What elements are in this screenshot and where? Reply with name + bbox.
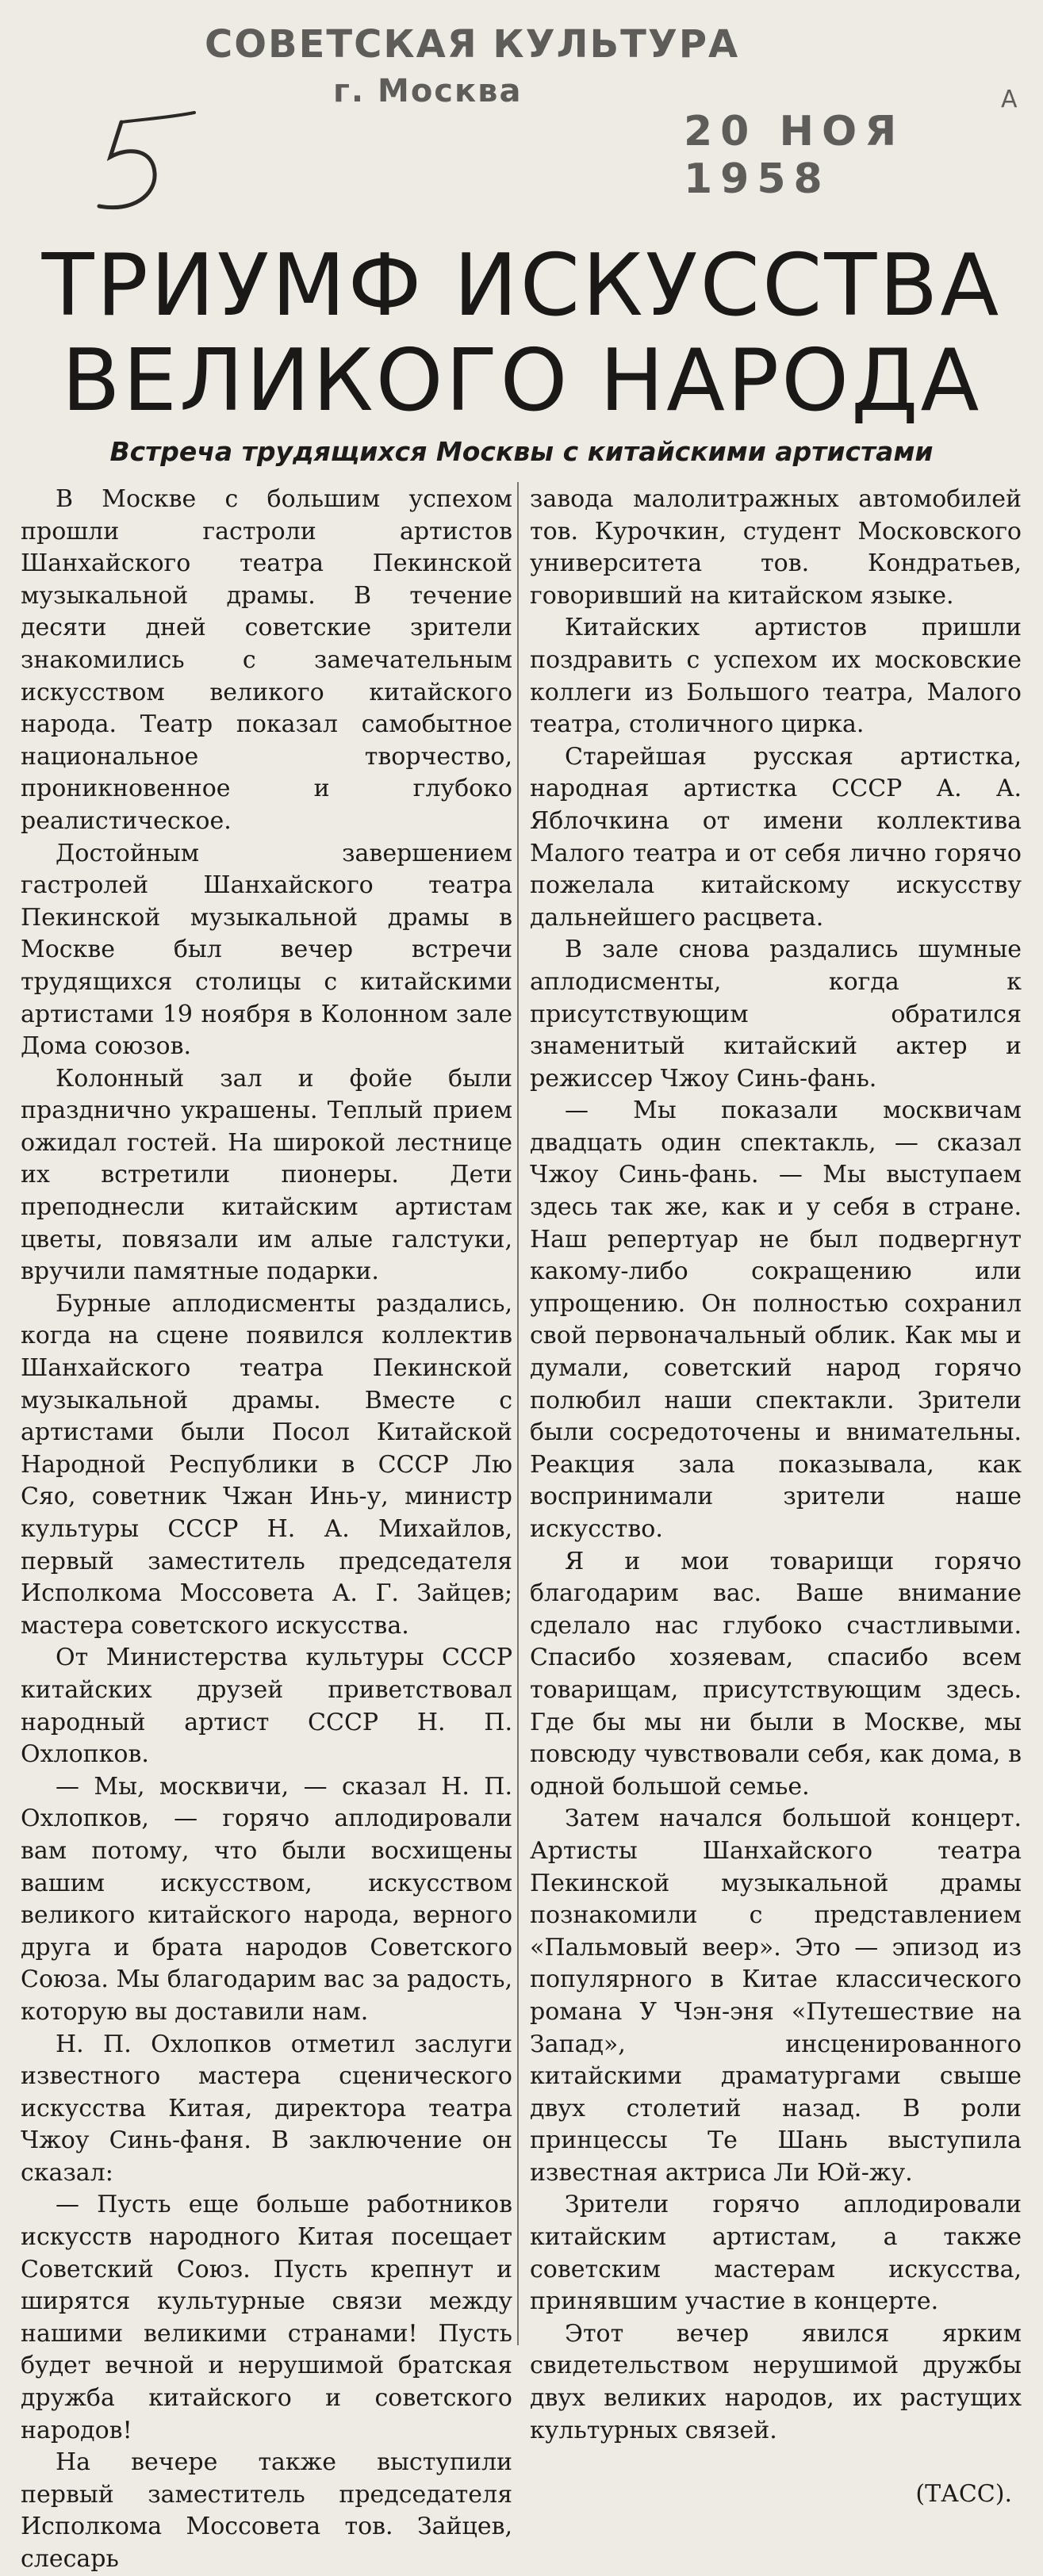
handwritten-number bbox=[75, 111, 210, 222]
paragraph: завода малолитражных автомобилей тов. Курочкин, студент Московского университета тов. Кондратьев, говоривший на китайском языке. bbox=[530, 485, 1022, 610]
paragraph: — Мы, москвичи, — сказал Н. П. Охлопков, — горячо аплодировали вам потому, что были восхищены вашим искусством, искусством великого китайского народа, верного друга и брата народов Советского Союза. Мы благодарим вас за радость, которую вы доставили нам. bbox=[21, 1772, 512, 2026]
paragraph: — Мы показали москвичам двадцать один спектакль, — сказал Чжоу Синь-фань. — Мы выступаем здесь так же, как и у себя в стране. Наш репертуар не был подвергнут какому-либо сокращению или упрощению. Он полностью сохранил свой первоначальный облик. Как мы и думали, советский народ горячо полюбил наши спектакли. Зрители были сосредоточены и внимательны. Реакция зала показывала, как воспринимали зрители наше искусство. bbox=[530, 1097, 1022, 1543]
article-column-left bbox=[21, 484, 512, 2576]
newspaper-name-stamp: СОВЕТСКАЯ КУЛЬТУРА bbox=[205, 22, 740, 67]
paragraph: Колонный зал и фойе были празднично украшены. Теплый прием ожидал гостей. На широкой лестнице их встретили пионеры. Дети преподнесли китайским артистам цветы, повязали им алые галстуки, вручили памятные подарки. bbox=[21, 1064, 512, 1286]
paragraph: Бурные аплодисменты раздались, когда на сцене появился коллектив Шанхайского театра Пекинской музыкальной драмы. Вместе с артистами были Посол Китайской Народной Республики в СССР Лю Сяо, советник Чжан Инь-у, министр культуры СССР Н. А. Михайлов, первый заместитель председателя Исполкома Моссовета А. Г. Зайцев; мастера советского искусства. bbox=[21, 1289, 512, 1640]
paragraph: — Пусть еще больше работников искусств народного Китая посещает Советский Союз. Пусть крепнут и ширятся культурные связи между нашими великими странами! Пусть будет вечной и нерушимой братская дружба китайского и советского народов! bbox=[21, 2191, 512, 2444]
paragraph: Зрители горячо аплодировали китайским артистам, а также советским мастерам искусства, принявшим участие в концерте. bbox=[530, 2191, 1022, 2316]
paragraph: От Министерства культуры СССР китайских друзей приветствовал народный артист СССР Н. П. Охлопков. bbox=[21, 1644, 512, 1769]
paragraph: Я и мои товарищи горячо благодарим вас. Ваше внимание сделало нас глубоко счастливыми. Спасибо хозяевам, спасибо всем товарищам, присутствующим здесь. Где бы мы ни были в Москве, мы повсюду чувствовали себя, как дома, в одной большой семье. bbox=[530, 1547, 1022, 1801]
city-stamp: г. Москва bbox=[333, 73, 523, 109]
agency-credit: (ТАСС). bbox=[915, 2480, 1012, 2509]
paragraph: Достойным завершением гастролей Шанхайского театра Пекинской музыкальной драмы в Москве был вечер встречи трудящихся столицы с китайскими артистами 19 ноября в Колонном зале Дома союзов. bbox=[21, 839, 512, 1061]
paragraph: Этот вечер явился ярким свидетельством нерушимой дружбы двух великих народов, их растущих культурных связей. bbox=[530, 2319, 1022, 2444]
corner-mark: А bbox=[1001, 86, 1019, 113]
headline-line-2: ВЕЛИКОГО НАРОДА bbox=[61, 331, 982, 431]
paragraph: Старейшая русская артистка, народная артистка СССР А. А. Яблочкина от имени коллектива Малого театра и от себя лично горячо пожелала китайскому искусству дальнейшего расцвета. bbox=[530, 742, 1022, 932]
paragraph: Затем начался большой концерт. Артисты Шанхайского театра Пекинской музыкальной драмы познакомили с представлением «Пальмовый веер». Это — эпизод из популярного в Китае классического романа У Чэн-эня «Путешествие на Запад», инсценированного китайскими драматургами свыше двух столетий назад. В роли принцессы Те Шань выступила известная актриса Ли Юй-жу. bbox=[530, 1805, 1022, 2187]
paragraph: Н. П. Охлопков отметил заслуги известного мастера сценического искусства Китая, директора театра Чжоу Синь-фаня. В заключение он сказал: bbox=[21, 2030, 512, 2187]
article-column-right bbox=[530, 484, 1022, 2511]
subheadline: Встреча трудящихся Москвы с китайскими артистами bbox=[109, 436, 934, 467]
paragraph: В Москве с большим успехом прошли гастроли артистов Шанхайского театра Пекинской музыкальной драмы. В течение десяти дней советские зрители знакомились с замечательным искусством великого китайского народа. Театр показал самобытное национальное творчество, проникновенное и глубоко реалистическое. bbox=[21, 485, 512, 835]
paragraph: На вечере также выступили первый заместитель председателя Исполкома Моссовета тов. Зайцев, слесарь bbox=[21, 2448, 512, 2573]
column-divider bbox=[517, 482, 519, 2345]
headline-line-1: ТРИУМФ ИСКУССТВА bbox=[41, 236, 1002, 335]
date-stamp: 20 НОЯ 1958 bbox=[684, 108, 905, 203]
paragraph: В зале снова раздались шумные аплодисменты, когда к присутствующим обратился знаменитый китайский актер и режиссер Чжоу Синь-фань. bbox=[530, 936, 1022, 1093]
paragraph: Китайских артистов пришли поздравить с успехом их московские коллеги из Большого театра, Малого театра, столичного цирка. bbox=[530, 614, 1022, 739]
